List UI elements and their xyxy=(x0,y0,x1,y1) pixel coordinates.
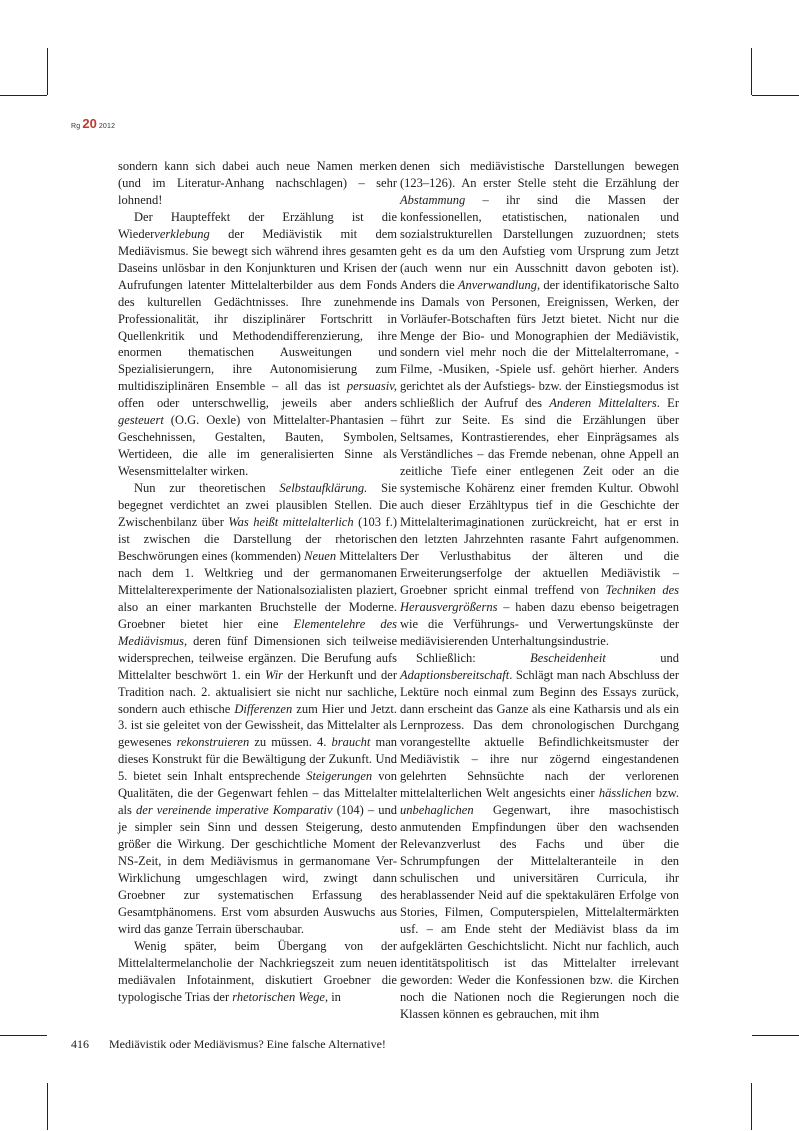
text-run: (104) – und je simpler sein Sinn und dessen Steigerung, desto größer die Wirkung. Der geschichtliche Moment der NS-Zeit, in dem Mediävismus in germanomane Ver-Wirklichung umgeschlagen wird, zwingt dann Groebner zur systematischen Erfassung des Gesamtphänomens. Erst vom absurden Auswuchs aus wird das ganze Terrain überschaubar. xyxy=(118,803,398,936)
text-run: man dieses Konstrukt für die Bewältigung der Zukunft. Und 5. bietet sein Inhalt entsprechende xyxy=(118,735,397,784)
italic-run: verklebung xyxy=(154,226,210,241)
italic-run: Steigerungen xyxy=(306,769,373,784)
text-run: , in xyxy=(324,989,341,1004)
italic-run: der vereinende imperative Komparativ xyxy=(136,803,333,818)
text-run: (O.G. Oexle) von Mittelalter-Phantasien – Geschehnissen, Gestalten, Bauten, Symbolen, Wertideen, die alle im generalisierten Sinne als Wesensmittelalter wirken. xyxy=(118,413,397,479)
running-head xyxy=(71,117,115,130)
italic-run: rhetorischen Wege xyxy=(232,989,325,1004)
crop-mark xyxy=(751,1083,752,1130)
text-run: (103 f.) ist zwischen die Darstellung der rhetorischen Beschwörungen eines (kommenden) xyxy=(118,515,397,563)
text-run: , deren fünf Dimensionen sich teilweise widersprechen, teilweise ergänzen. Die Berufung aufs Mittelalter beschwört 1. ein xyxy=(118,633,397,682)
italic-run: unbehaglichen xyxy=(400,803,474,818)
text-run: Der Haupteffekt der Erzählung ist die Wieder xyxy=(118,209,397,241)
text-run: zum Hier und Jetzt. 3. ist sie geleitet von der Gewissheit, das Mittelalter als gewesenes xyxy=(118,701,397,750)
italic-run: Anderen Mittelalters xyxy=(549,396,657,411)
text-run: . Er führt zur Seite. Es sind die Erzählungen über Seltsames, Kontrastierendes, eher Einprägsames als Verständliches – das Fremde nebenan, ohne Appell an zeitliche Tiefe einer entlegenen Zeit oder an die systemische Kohärenz einer fremden Kultur. Obwohl auch dieser Erzähltypus tief in die Geschichte der Mittelalterimaginationen zurückreicht, hat er erst in den letzten Jahrzehnten rasante Fahrt aufgenommen. Der Verlusthabitus der älteren und die Erweiterungserfolge der aktuellen Mediävistik – Groebner spricht einmal treffend von xyxy=(400,396,679,597)
italic-run: Was heißt mittelalterlich xyxy=(228,515,354,530)
crop-mark xyxy=(752,1035,799,1036)
italic-run: Neuen xyxy=(304,548,337,563)
page-footer xyxy=(71,1037,386,1052)
text-run: Schließlich: xyxy=(416,650,531,665)
text-run: . Schlägt man nach Abschluss der Lektüre noch einmal zum Beginn des Essays zurück, dann erscheint das Ganze als eine Katharsis und als ein Lernprozess. Das dem chronologischen Durchgang vorangestellte aktuelle Befindlichkeitsmuster der Mediävistik – ihre nur zögernd eingestandenen gelehrten Sehnsüchte nach der verlorenen mittelalterlichen Welt angesichts einer xyxy=(400,667,679,801)
paragraph xyxy=(118,158,397,209)
text-run: Gegenwart, ihre masochistisch anmutenden Empfindungen über den wachsenden Relevanzverlust des Fachs und über die Schrumpfungen der Mittelalteranteile in den schulischen und universitären Curricula, ihr herablassender Neid auf die spektakulären Erfolge von Stories, Filmen, Computerspielen, Mittelaltermärkten usf. – am Ende steht der Mediävist blass da im aufgeklärten Geschichtslicht. Nicht nur fachlich, auch identitätspolitisch ist das Mittelalter irrelevant geworden: Weder die Konfessionen bzw. die Kirchen noch die Nationen noch die Regierungen noch die Klassen können es gebrauchen, mit ihm xyxy=(400,803,679,1021)
paragraph xyxy=(118,209,397,480)
italic-run: gesteuert xyxy=(118,413,164,428)
text-run: sondern kann sich dabei auch neue Namen merken (und im Literatur-Anhang nachschlagen) – sehr lohnend! xyxy=(118,159,397,207)
italic-run: Adaptionsbereitschaft xyxy=(400,667,510,682)
italic-run: Bescheidenheit xyxy=(530,650,606,665)
crop-mark xyxy=(751,48,752,95)
italic-run: Abstammung xyxy=(400,192,466,207)
paragraph xyxy=(400,158,679,650)
italic-run: rekonstruieren xyxy=(176,735,250,750)
volume-year: 2012 xyxy=(98,123,116,130)
page-number: 416 xyxy=(71,1037,89,1051)
italic-run: persuasiv, xyxy=(346,379,397,394)
volume-number: 20 xyxy=(82,116,97,131)
article-title: Mediävistik oder Mediävismus? Eine falsche Alternative! xyxy=(109,1037,386,1051)
crop-mark xyxy=(752,95,799,96)
text-run: offen oder unterschwellig, jeweils aber anders xyxy=(118,396,397,411)
text-run: der Herkunft und der Tradition nach. 2. aktualisiert sie nicht nur sachliche, sondern auch ethische xyxy=(118,667,398,716)
text-run: – ihr sind die Massen der konfessionellen, etatistischen, nationalen und sozialstrukturellen Darstellungen zuzuordnen; stets geht es da um den Aufstieg vom Ursprung zum Jetzt (auch wenn nur ein Ausschnitt davon geboten ist). Anders die xyxy=(400,192,679,292)
right-text-column xyxy=(400,158,679,1023)
italic-run: hässlichen xyxy=(598,786,652,801)
italic-run: Techniken des Herausvergrößerns xyxy=(400,582,679,614)
text-run: von Qualitäten, die der Gegenwart fehlen – das Mittelalter als xyxy=(118,769,397,818)
text-run: , der identifikatorische Salto ins Damals von Personen, Ereignissen, Werken, der Vorläufer-Botschaften fürs Jetzt bietet. Nicht nur die Menge der Bio- und Monographien der Mediävistik, sondern viel mehr noch die der Mittelalterromane, -Filme, -Musiken, -Spiele usf. gehört hierher. Anders gerichtet als der Aufstiegs- bzw. der Einstiegsmodus ist schließlich der Aufruf des xyxy=(400,277,679,411)
paragraph xyxy=(400,650,679,1023)
crop-mark xyxy=(47,1083,48,1130)
text-run: zu müssen. 4. xyxy=(249,735,332,750)
italic-run: Wir xyxy=(264,667,284,682)
text-run: Wenig später, beim Übergang von der Mittelaltermelancholie der Nachkriegszeit zum neuen mediävalen Infotainment, diskutiert Groebner die typologische Trias der xyxy=(118,938,397,1004)
left-text-column xyxy=(118,158,397,1006)
italic-run: Elementelehre des Mediävismus xyxy=(118,616,397,648)
text-run: – haben dazu ebenso beigetragen wie die Verführungs- und Verwertungskünste der mediävisierenden Unterhaltungsindustrie. xyxy=(400,599,679,648)
paragraph xyxy=(118,480,397,938)
crop-mark xyxy=(0,95,47,96)
italic-run: braucht xyxy=(331,735,371,750)
text-run: denen sich mediävistische Darstellungen bewegen (123–126). An erster Stelle steht die Erzählung der xyxy=(400,159,679,190)
italic-run: Anverwandlung xyxy=(457,277,538,292)
crop-mark xyxy=(0,1035,47,1036)
text-run: Mittelalters nach dem 1. Weltkrieg und der germanomanen Mittelalterexperimente der Nationalsozialisten plaziert, also an einer markanten Bruchstelle der Moderne. Groebner bietet hier eine xyxy=(118,548,398,631)
journal-abbrev: Rg xyxy=(71,123,81,130)
crop-mark xyxy=(47,48,48,95)
italic-run: Differenzen xyxy=(234,701,293,716)
text-run: Nun zur theoretischen xyxy=(134,481,280,496)
text-run: Sie begegnet verdichtet an zwei plausiblen Stellen. Die Zwischenbilanz über xyxy=(118,481,397,530)
italic-run: Selbstaufklärung. xyxy=(279,481,368,496)
paragraph xyxy=(118,938,397,1006)
text-run: der Mediävistik mit dem Mediävismus. Sie bewegt sich während ihres gesamten Daseins unlösbar in den Konjunkturen und Krisen der Aufrufungen latenter Mittelalterbilder aus dem Fonds des kulturellen Gedächtnisses. Ihre zunehmende Professionalität, ihr disziplinärer Fortschritt in Quellenkritik und Methodendifferenzierung, ihre enormen thematischen Ausweitungen und Spezialisierungern, ihre Autonomisierung zum multidisziplinären Ensemble – all das ist xyxy=(118,226,397,394)
text-run: und xyxy=(605,650,679,665)
text-run: bzw. xyxy=(651,786,680,801)
